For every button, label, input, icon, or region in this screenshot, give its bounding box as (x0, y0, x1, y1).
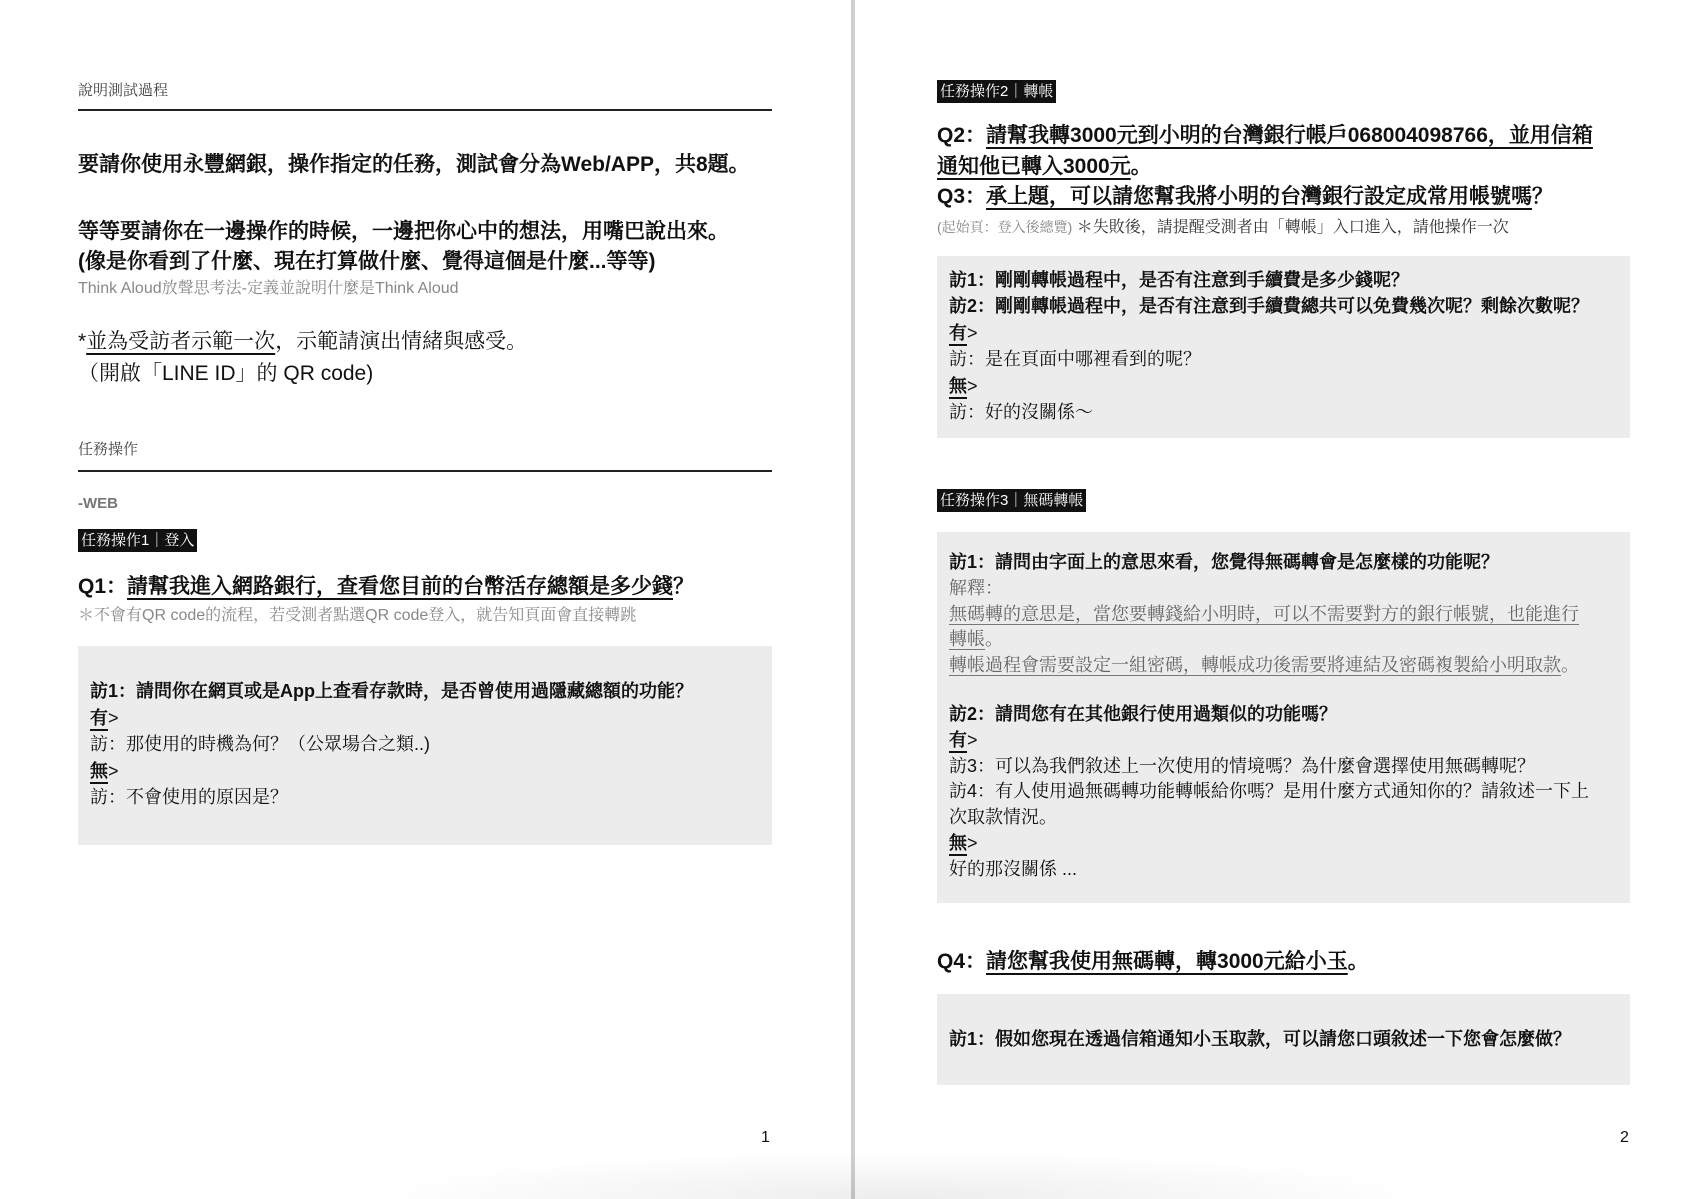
q4-interview-box (937, 994, 1630, 1085)
interview-ask-2: 訪2：剛剛轉帳過程中，是否有注意到手續費總共可以免費幾次呢？剩餘次數呢？ (949, 296, 1590, 317)
yes-label: 有 (90, 707, 108, 728)
yes-arrow: > (108, 707, 119, 728)
yes-followup: 訪：那使用的時機為何？（公眾場合之類..) (90, 734, 430, 755)
q2q3-interview-box (937, 256, 1630, 438)
no-arrow: > (108, 760, 119, 781)
no-arrow: > (967, 375, 978, 396)
explain-line-1-text: 無碼轉的意思是，當您要轉錢給小明時，可以不需要對方的銀行帳號，也能進行 (949, 603, 1579, 624)
q1-prefix: Q1： (78, 575, 128, 598)
tasks-title: 任務操作 (78, 441, 139, 458)
demo-instruction (78, 328, 527, 356)
paragraph-spacer (949, 679, 1630, 702)
task1-badge: 任務操作1｜登入 (78, 529, 197, 552)
interview-ask-4-line-1: 訪4：有人使用過無碼轉功能轉帳給你嗎？是用什麼方式通知你的？請敘述一下上 (949, 781, 1590, 802)
section-title-rule (78, 109, 772, 111)
explain-line-3 (949, 653, 1630, 679)
yes-followup: 訪：是在頁面中哪裡看到的呢？ (949, 349, 1201, 370)
q2-suffix: 。 (1130, 155, 1152, 178)
explain-line-2 (949, 627, 1630, 653)
explain-line-3-end: 。 (1561, 655, 1579, 676)
think-aloud-line-2: (像是你看到了什麼、現在打算做什麼、覺得這個是什麼...等等) (78, 250, 656, 273)
yes-branch (949, 728, 1630, 754)
q1-interview-box (78, 646, 772, 845)
no-followup: 訪：好的沒關係～ (949, 402, 1093, 423)
q3-suffix: ？ (1532, 185, 1554, 208)
page-number: 1 (761, 1129, 770, 1146)
q4-suffix: 。 (1347, 950, 1369, 973)
q3-note (937, 217, 1509, 238)
page-number: 2 (1620, 1129, 1629, 1146)
yes-label: 有 (949, 729, 967, 750)
interview-ask-3: 訪3：可以為我們敘述上一次使用的情境嗎？為什麼會選擇使用無碼轉呢？ (949, 755, 1536, 776)
explain-line-3-text: 轉帳過程會需要設定一組密碼，轉帳成功後需要將連結及密碼複製給小明取款 (949, 655, 1561, 676)
task3-badge: 任務操作3｜無碼轉帳 (937, 489, 1086, 512)
yes-arrow: > (967, 322, 978, 343)
explain-line-2-text: 轉帳 (949, 629, 985, 650)
no-branch (949, 373, 1630, 399)
q4-text: 請您幫我使用無碼轉，轉3000元給小玉 (986, 950, 1348, 973)
explain-line-2-end: 。 (985, 629, 1003, 650)
interview-ask-1: 訪1：請問你在網頁或是App上查看存款時，是否曾使用過隱藏總額的功能？ (90, 681, 693, 701)
q4-prefix: Q4： (937, 950, 987, 973)
q3-prefix: Q3： (937, 185, 987, 208)
no-label: 無 (949, 375, 967, 396)
demo-prefix: * (78, 330, 87, 353)
demo-rest: ，示範請演出情緒與感受。 (275, 330, 528, 353)
q3-start-page: (起始頁：登入後總覽) (937, 219, 1073, 235)
q3-failure-note: ＊失敗後，請提醒受測者由「轉帳」入口進入，請他操作一次 (1076, 219, 1509, 236)
no-followup: 訪：不會使用的原因是？ (90, 787, 288, 808)
yes-label: 有 (949, 322, 967, 343)
q2-text-line-1: 請幫我轉3000元到小明的台灣銀行帳戶068004098766，並用信箱 (986, 124, 1593, 147)
explain-line-1 (949, 602, 1630, 628)
q1-text: 請幫我進入網路銀行，查看您目前的台幣活存總額是多少錢 (127, 575, 674, 598)
section-title: 說明測試過程 (78, 82, 169, 99)
explain-label: 解釋： (949, 577, 1003, 598)
q1-question (78, 573, 694, 601)
interview-ask-4-line-2: 次取款情況。 (949, 807, 1057, 828)
interview-ask-1: 訪1：請問由字面上的意思來看，您覺得無碼轉會是怎麼樣的功能呢？ (949, 552, 1500, 572)
no-branch (949, 831, 1630, 857)
q1-suffix: ？ (673, 575, 695, 598)
tasks-title-rule (78, 470, 772, 472)
think-aloud-line-1: 等等要請你在一邊操作的時候，一邊把你心中的想法，用嘴巴說出來。 (78, 220, 729, 243)
q2-prefix: Q2： (937, 124, 987, 147)
task2-badge: 任務操作2｜轉帳 (937, 80, 1056, 103)
q2-question-line-2 (937, 153, 1152, 181)
yes-arrow: > (967, 729, 978, 750)
no-arrow: > (967, 832, 978, 853)
q2-text-line-2: 通知他已轉入3000元 (937, 155, 1131, 178)
q3-text: 承上題，可以請您幫我將小明的台灣銀行設定成常用帳號嗎 (986, 185, 1533, 208)
interview-ask-1: 訪1：假如您現在透過信箱通知小玉取款，可以請您口頭敘述一下您會怎麼做？ (949, 1029, 1572, 1049)
q3-question (937, 183, 1553, 211)
demo-emphasis: 並為受訪者示範一次 (86, 330, 276, 353)
interview-ask-2: 訪2：請問您有在其他銀行使用過類似的功能嗎？ (949, 703, 1338, 724)
task3-interview-box (937, 532, 1630, 903)
q1-note: ＊不會有QR code的流程，若受測者點選QR code登入，就告知頁面會直接轉跳 (78, 607, 637, 624)
interview-ask-1: 訪1：剛剛轉帳過程中，是否有注意到手續費是多少錢呢？ (949, 270, 1410, 290)
document-page-2 (855, 0, 1701, 1199)
yes-branch (90, 705, 772, 732)
demo-note: （開啟「LINE ID」的 QR code) (78, 362, 374, 385)
q2-question-line-1 (937, 122, 1593, 150)
q4-question (937, 948, 1369, 976)
think-aloud-note: Think Aloud放聲思考法-定義並說明什麼是Think Aloud (78, 280, 459, 297)
intro-text: 要請你使用永豐網銀，操作指定的任務，測試會分為Web/APP，共8題。 (78, 153, 750, 176)
platform-label: -WEB (78, 495, 118, 512)
no-label: 無 (949, 832, 967, 853)
no-label: 無 (90, 760, 108, 781)
no-branch (90, 758, 772, 785)
yes-branch (949, 320, 1630, 346)
closing-remark: 好的那沒關係 ... (949, 858, 1078, 879)
